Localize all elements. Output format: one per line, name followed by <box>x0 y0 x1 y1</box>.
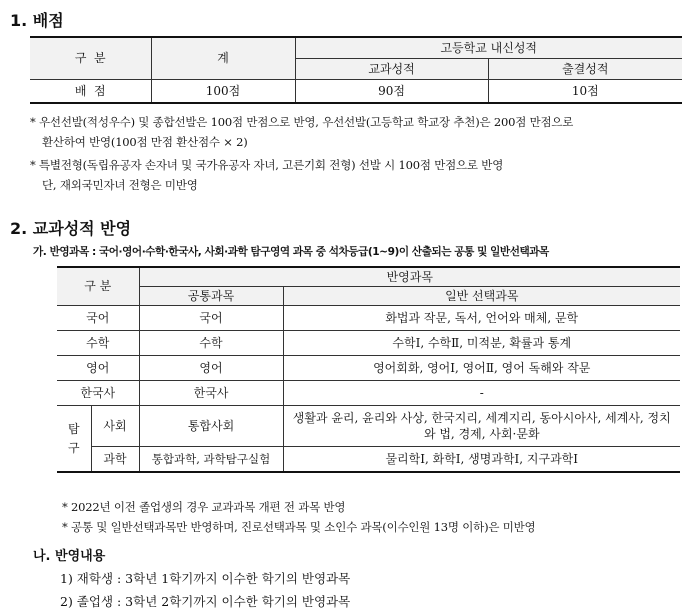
note-3: * 2022년 이전 졸업생의 경우 교과과목 개편 전 과목 반영 <box>62 500 346 514</box>
cell-common-math: 수학 <box>139 331 283 356</box>
cell-common-korean-history: 한국사 <box>139 381 283 406</box>
header-attendance: 출결성적 <box>488 59 682 80</box>
cell-common-english: 영어 <box>139 356 283 381</box>
cell-attendance: 10점 <box>488 80 682 104</box>
row-category-science: 과학 <box>91 447 139 473</box>
cell-common-korean: 국어 <box>139 306 283 331</box>
list-item-current-students: 1) 재학생 : 3학년 1학기까지 이수한 학기의 반영과목 <box>60 571 351 586</box>
row-category-english: 영어 <box>57 356 139 381</box>
cell-common-science: 통합과학, 과학탐구실험 <box>139 447 283 473</box>
inquiry-label: 탐구 <box>67 421 80 455</box>
note-4: * 공통 및 일반선택과목만 반영하며, 진로선택과목 및 소인수 과목(이수인원 13명 이하)은 미반영 <box>62 520 536 534</box>
header-reflected: 반영과목 <box>139 267 680 287</box>
section-2-heading: 2. 교과성적 반영 <box>10 219 132 238</box>
note-2-cont: 단, 재외국민자녀 전형은 미반영 <box>42 178 198 192</box>
row-category-inquiry <box>57 406 91 473</box>
row-category-korean: 국어 <box>57 306 139 331</box>
cell-total: 100점 <box>151 80 295 104</box>
cell-general-science: 물리학Ⅰ, 화학Ⅰ, 생명과학Ⅰ, 지구과학Ⅰ <box>283 447 680 473</box>
header-general: 일반 선택과목 <box>283 287 680 306</box>
cell-general-korean: 화법과 작문, 독서, 언어와 매체, 문학 <box>283 306 680 331</box>
row-category-social: 사회 <box>91 406 139 447</box>
note-2: * 특별전형(독립유공자 손자녀 및 국가유공자 자녀, 고른기회 전형) 선발 시 100점 만점으로 반영 <box>30 158 504 172</box>
cell-subject-grade: 90점 <box>295 80 488 104</box>
header-school-record: 고등학교 내신성적 <box>295 37 682 59</box>
header-common: 공통과목 <box>139 287 283 306</box>
reflected-subjects-table <box>57 266 680 473</box>
note-1-cont: 환산하여 반영(100점 만점 환산점수 × 2) <box>42 135 248 149</box>
row-category-math: 수학 <box>57 331 139 356</box>
header-subject-grade: 교과성적 <box>295 59 488 80</box>
row-category-korean-history: 한국사 <box>57 381 139 406</box>
list-item-graduates: 2) 졸업생 : 3학년 2학기까지 이수한 학기의 반영과목 <box>60 594 351 609</box>
row-label-score: 배 점 <box>30 80 151 104</box>
cell-general-english: 영어회화, 영어Ⅰ, 영어Ⅱ, 영어 독해와 작문 <box>283 356 680 381</box>
score-allocation-table <box>30 36 682 104</box>
cell-general-korean-history: - <box>283 381 680 406</box>
header-total: 계 <box>151 37 295 80</box>
cell-general-math: 수학Ⅰ, 수학Ⅱ, 미적분, 확률과 통계 <box>283 331 680 356</box>
sub-heading-a: 가. 반영과목 : 국어·영어·수학·한국사, 사회·과학 탐구영역 과목 중 석차등급(1~9)이 산출되는 공통 및 일반선택과목 <box>33 246 549 258</box>
cell-common-social: 통합사회 <box>139 406 283 447</box>
cell-general-social: 생활과 윤리, 윤리와 사상, 한국지리, 세계지리, 동아시아사, 세계사, 정치와 법, 경제, 사회·문화 <box>283 406 680 447</box>
note-1: * 우선선발(적성우수) 및 종합선발은 100점 만점으로 반영, 우선선발(고등학교 학교장 추천)은 200점 만점으로 <box>30 115 574 129</box>
section-1-heading: 1. 배점 <box>10 11 64 30</box>
sub-heading-b: 나. 반영내용 <box>33 549 106 564</box>
header-category: 구 분 <box>57 267 139 306</box>
header-category: 구 분 <box>30 37 151 80</box>
